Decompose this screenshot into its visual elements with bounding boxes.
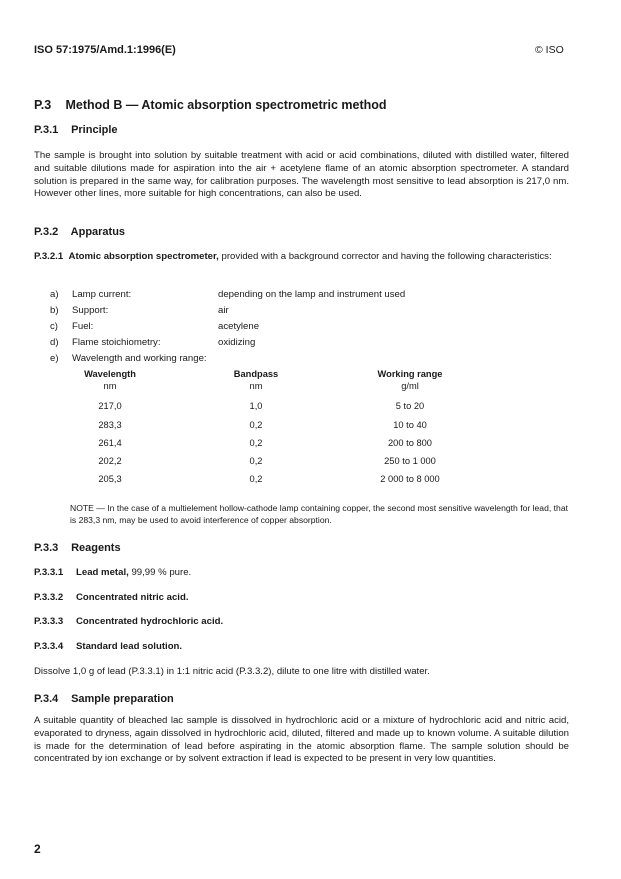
reagent-item: [34, 592, 188, 603]
item-label: Wavelength and working range:: [72, 353, 207, 364]
apparatus-intro: [34, 251, 569, 264]
table-header: Wavelength: [84, 369, 136, 379]
section-title: Method B — Atomic absorption spectrometric method: [65, 98, 387, 112]
table-header: Bandpass: [233, 369, 279, 379]
characteristic-item: [0, 289, 621, 301]
item-label: Fuel:: [72, 321, 94, 332]
sample-prep-number: P.3.4: [34, 693, 59, 705]
table-cell: 250 to 1 000: [384, 456, 436, 466]
copyright-mark: © ISO: [535, 44, 564, 56]
reagent-number: P.3.3.1: [34, 567, 64, 578]
characteristic-item: [0, 337, 621, 349]
apparatus-heading: [34, 226, 125, 238]
reagent-title: Concentrated nitric acid.: [76, 592, 189, 603]
apparatus-sub-number: P.3.2.1: [34, 251, 64, 262]
table-unit: nm: [249, 381, 263, 391]
reagent-title: Concentrated hydrochloric acid.: [76, 616, 224, 627]
solution-text: Dissolve 1,0 g of lead (P.3.3.1) in 1:1 nitric acid (P.3.3.2), dilute to one litre with distilled water.: [34, 666, 430, 677]
reagents-title: Reagents: [71, 542, 121, 554]
table-unit: g/ml: [401, 381, 419, 391]
item-letter: d): [50, 337, 59, 348]
note-text: NOTE — In the case of a multielement hollow-cathode lamp containing copper, the second most sensitive wavelength for lead, that is 283,3 nm, may be used to avoid interference of copper absorption.: [70, 503, 568, 525]
item-label: Support:: [72, 305, 109, 316]
table-cell: 0,2: [249, 438, 263, 448]
item-value: oxidizing: [218, 337, 256, 348]
reagents-number: P.3.3: [34, 542, 59, 554]
sample-prep-title: Sample preparation: [71, 693, 174, 705]
table-cell: 0,2: [249, 456, 263, 466]
reagent-number: P.3.3.3: [34, 616, 64, 627]
reagent-title: Standard lead solution.: [76, 641, 183, 652]
table-cell: 0,2: [249, 420, 263, 430]
table-cell: 205,3: [98, 474, 122, 484]
item-letter: b): [50, 305, 59, 316]
table-cell: 5 to 20: [395, 401, 425, 411]
reagent-number: P.3.3.2: [34, 592, 64, 603]
reagent-title: Lead metal,: [76, 567, 129, 578]
table-cell: 283,3: [98, 420, 122, 430]
reagent-number: P.3.3.4: [34, 641, 64, 652]
table-cell: 261,4: [98, 438, 122, 448]
reagents-heading: [34, 542, 121, 554]
table-header: Working range: [377, 369, 443, 379]
principle-text: The sample is brought into solution by suitable treatment with acid or acid combinations, diluted with distilled water, filtered and suitable dilutions made for aspiration into the air + acetylene flame of an atomic absorption spectrometer. A standard solution is prepared in the same way, for calibration purposes. The wavelength most sensitive to lead absorption is 217,0 nm. However other lines, more suitable for high concentrations, can also be used.: [34, 150, 569, 200]
table-cell: 1,0: [249, 401, 263, 411]
table-unit: nm: [103, 381, 117, 391]
document-id: ISO 57:1975/Amd.1:1996(E): [34, 44, 176, 56]
apparatus-number: P.3.2: [34, 226, 59, 238]
section-heading: [34, 98, 387, 112]
item-label: Flame stoichiometry:: [72, 337, 161, 348]
table-cell: 200 to 800: [388, 438, 432, 448]
section-number: P.3: [34, 98, 52, 112]
table-cell: 202,2: [98, 456, 122, 466]
sample-prep-text: A suitable quantity of bleached lac sample is dissolved in hydrochloric acid or a mixture of hydrochloric acid and nitric acid, evaporated to dryness, again dissolved in hydrochloric acid, diluted, filtered and made up to known volume. A suitable dilution is made for the determination of lead before aspirating in the atomic absorption flame. The sample solution should be concentrated by ion exchange or by solvent extraction if lead is expected to be present in very low quantities.: [34, 715, 569, 765]
page-number: 2: [34, 842, 41, 856]
principle-title: Principle: [71, 124, 118, 136]
table-cell: 10 to 40: [393, 420, 427, 430]
item-label: Lamp current:: [72, 289, 132, 300]
characteristic-item: [0, 321, 621, 333]
apparatus-sub-text: provided with a background corrector and having the following characteristics:: [218, 251, 552, 262]
wavelength-table: [0, 368, 621, 493]
item-value: air: [218, 305, 229, 316]
characteristic-item: [0, 305, 621, 317]
reagent-item: [34, 641, 182, 652]
item-letter: c): [50, 321, 58, 332]
reagent-item: [34, 567, 191, 578]
reagent-text: 99,99 % pure.: [128, 567, 192, 578]
characteristic-item: [0, 353, 621, 365]
item-letter: a): [50, 289, 59, 300]
table-cell: 2 000 to 8 000: [380, 474, 440, 484]
table-cell: 0,2: [249, 474, 263, 484]
table-cell: 217,0: [98, 401, 122, 411]
apparatus-title: Apparatus: [70, 226, 126, 238]
principle-number: P.3.1: [34, 124, 59, 136]
sample-prep-heading: [34, 693, 174, 705]
item-letter: e): [50, 353, 59, 364]
principle-heading: [34, 124, 118, 136]
item-value: acetylene: [218, 321, 260, 332]
apparatus-sub-title: Atomic absorption spectrometer,: [68, 251, 219, 262]
reagent-item: [34, 616, 223, 627]
item-value: depending on the lamp and instrument used: [218, 289, 406, 300]
